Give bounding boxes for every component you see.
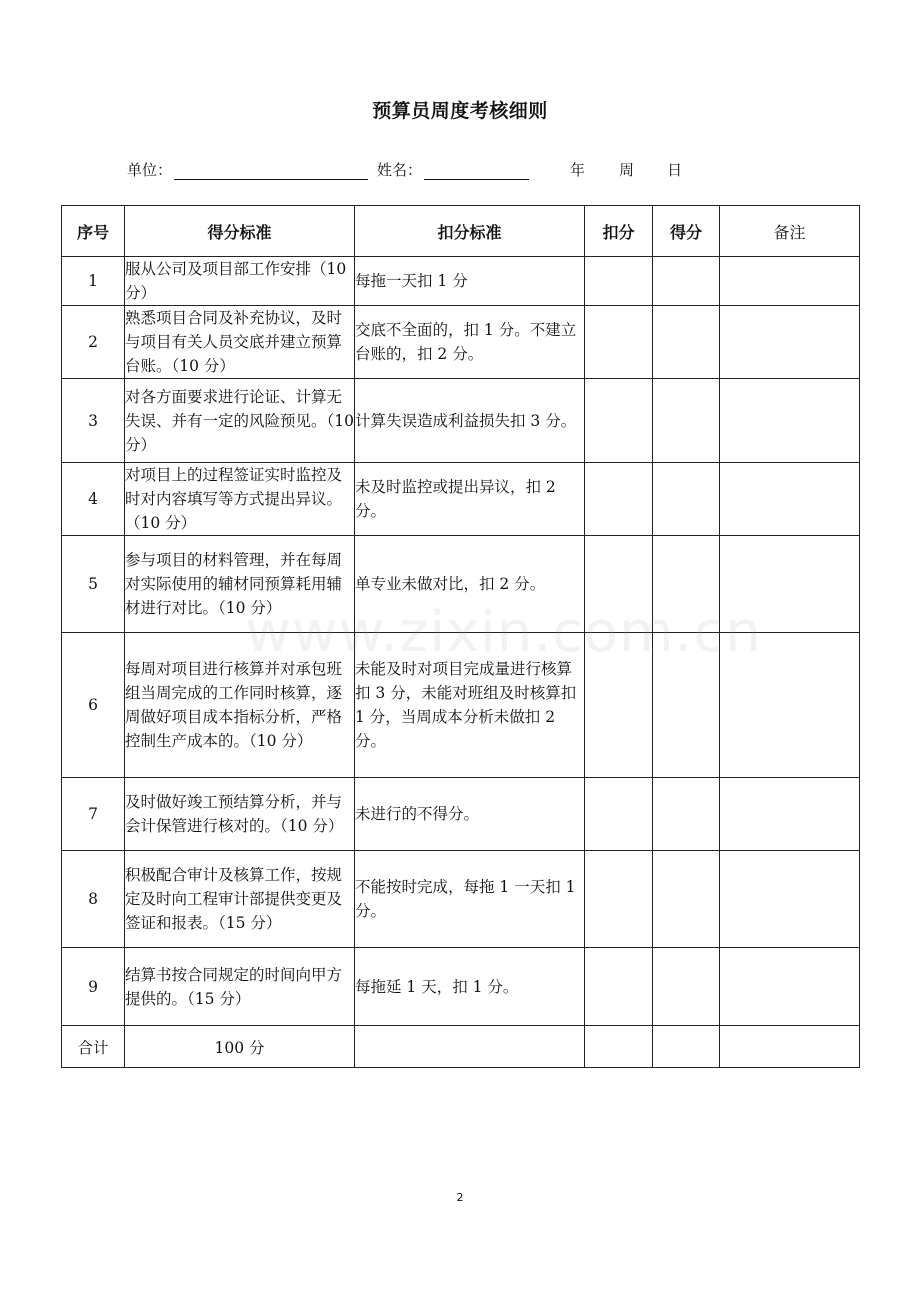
row-remark-cell[interactable] [720,851,860,948]
name-field[interactable] [424,162,529,180]
table-row [62,463,860,536]
row-score-cell[interactable] [653,306,720,379]
table-row [62,633,860,778]
row-remark-cell[interactable] [720,948,860,1026]
row-deducted-cell[interactable] [585,778,653,851]
row-deduction: 每拖延 1 天，扣 1 分。 [355,948,585,1026]
year-label: 年 [570,161,586,179]
header-deducted: 扣分 [585,206,653,257]
row-deducted-cell[interactable] [585,633,653,778]
row-deduction: 单专业未做对比，扣 2 分。 [355,536,585,633]
table-row [62,948,860,1026]
row-score-cell[interactable] [653,633,720,778]
week-label: 周 [619,161,635,179]
day-label: 日 [667,161,683,179]
row-index: 9 [62,948,125,1026]
row-deducted-cell[interactable] [585,306,653,379]
table-header-row [62,206,860,257]
row-score-cell[interactable] [653,257,720,306]
row-index: 7 [62,778,125,851]
row-score-cell[interactable] [653,948,720,1026]
row-remark-cell[interactable] [720,257,860,306]
header-index: 序号 [62,206,125,257]
total-label: 合计 [62,1026,125,1068]
row-deducted-cell[interactable] [585,257,653,306]
header-remark: 备注 [720,206,860,257]
watermark: www.zixin.com.cn [245,600,762,665]
document-title: 预算员周度考核细则 [372,100,548,122]
row-deduction: 计算失误造成利益损失扣 3 分。 [355,379,585,463]
row-deduction: 不能按时完成，每拖 1 一天扣 1 分。 [355,851,585,948]
total-score-cell[interactable] [653,1026,720,1068]
row-deduction: 每拖一天扣 1 分 [355,257,585,306]
row-score-cell[interactable] [653,536,720,633]
row-remark-cell[interactable] [720,633,860,778]
unit-field[interactable] [174,162,368,180]
assessment-table [61,205,860,1068]
header-score: 得分 [653,206,720,257]
row-score-cell[interactable] [653,851,720,948]
total-value: 100 分 [125,1026,355,1068]
total-remark-cell[interactable] [720,1026,860,1068]
unit-label: 单位： [127,161,173,179]
row-deducted-cell[interactable] [585,948,653,1026]
table-row [62,379,860,463]
table-row [62,257,860,306]
row-deducted-cell[interactable] [585,536,653,633]
row-deduction: 未能及时对项目完成量进行核算扣 3 分，未能对班组及时核算扣 1 分，当周成本分析未做扣 2 分。 [355,633,585,778]
row-standard: 积极配合审计及核算工作，按规定及时向工程审计部提供变更及签证和报表。（15 分） [125,851,355,948]
row-index: 2 [62,306,125,379]
row-deduction: 交底不全面的，扣 1 分。不建立台账的，扣 2 分。 [355,306,585,379]
total-deduction-cell[interactable] [355,1026,585,1068]
row-index: 3 [62,379,125,463]
row-standard: 每周对项目进行核算并对承包班组当周完成的工作同时核算，逐周做好项目成本指标分析，严格控制生产成本的。（10 分） [125,633,355,778]
row-score-cell[interactable] [653,778,720,851]
header-deduction: 扣分标准 [355,206,585,257]
row-standard: 对项目上的过程签证实时监控及时对内容填写等方式提出异议。（10 分） [125,463,355,536]
table-row [62,851,860,948]
row-deducted-cell[interactable] [585,851,653,948]
header-standard: 得分标准 [125,206,355,257]
row-deducted-cell[interactable] [585,463,653,536]
row-score-cell[interactable] [653,463,720,536]
row-standard: 及时做好竣工预结算分析，并与会计保管进行核对的。（10 分） [125,778,355,851]
row-standard: 参与项目的材料管理，并在每周对实际使用的辅材同预算耗用辅材进行对比。（10 分） [125,536,355,633]
page-number: 2 [456,1191,464,1204]
total-row [62,1026,860,1068]
row-index: 5 [62,536,125,633]
row-score-cell[interactable] [653,379,720,463]
row-deduction: 未进行的不得分。 [355,778,585,851]
row-standard: 结算书按合同规定的时间向甲方提供的。（15 分） [125,948,355,1026]
row-standard: 熟悉项目合同及补充协议，及时与项目有关人员交底并建立预算台账。（10 分） [125,306,355,379]
row-standard: 服从公司及项目部工作安排（10分） [125,257,355,306]
row-standard: 对各方面要求进行论证、计算无失误、并有一定的风险预见。（10 分） [125,379,355,463]
row-index: 6 [62,633,125,778]
row-deduction: 未及时监控或提出异议，扣 2 分。 [355,463,585,536]
table-row [62,536,860,633]
table-row [62,306,860,379]
row-remark-cell[interactable] [720,536,860,633]
row-remark-cell[interactable] [720,463,860,536]
row-remark-cell[interactable] [720,379,860,463]
row-index: 4 [62,463,125,536]
row-deducted-cell[interactable] [585,379,653,463]
row-remark-cell[interactable] [720,306,860,379]
name-label: 姓名： [377,161,423,179]
table-row [62,778,860,851]
row-remark-cell[interactable] [720,778,860,851]
total-deducted-cell[interactable] [585,1026,653,1068]
info-line [127,158,682,180]
row-index: 1 [62,257,125,306]
row-index: 8 [62,851,125,948]
